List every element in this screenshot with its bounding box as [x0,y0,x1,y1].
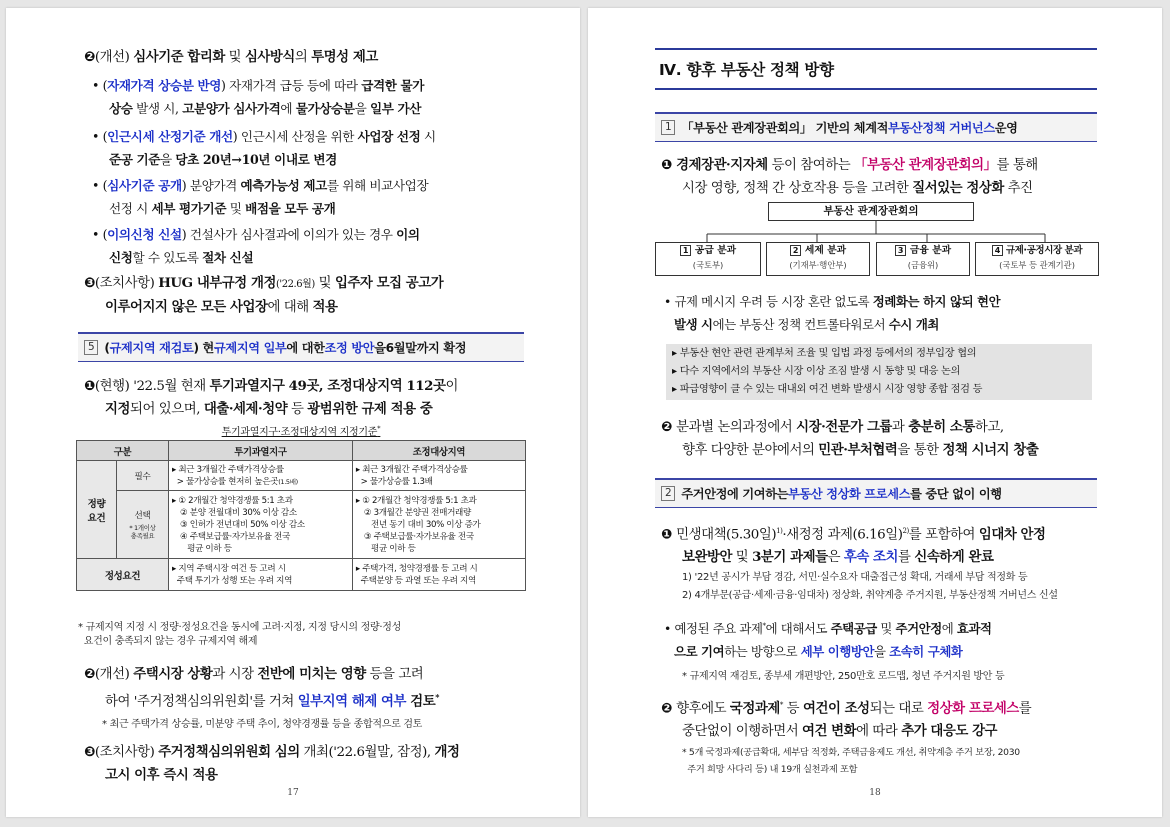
org-box-regulation: 4 규제·공정시장 분과 (국토부 등 관계기관) [975,242,1099,276]
table-cell: ▸ 최근 3개월간 주택가격상승률 > 물가상승률 현저히 높은곳(1.5배) [169,461,353,491]
table-cell: ▸ ① 2개월간 청약경쟁률 5:1 초과 ② 분양 전월대비 30% 이상 감소 ③ 인허가 전년대비 50% 이상 감소 ④ 주택보급률·자가보유율 전국 평균 이하 등 [169,491,353,559]
table-footnote: * 규제지역 지정 시 정량·정성요건을 동시에 고려·지정, 지정 당시의 정량·정성 요건이 충족되지 않는 경우 규제지역 해제 [78,622,401,647]
section-number-box: 1 [661,120,675,135]
chapter-title: Ⅳ. 향후 부동산 정책 방향 [655,48,1097,90]
section-1-header: 1 「부동산 관계장관회의」 기반의 체계적 부동산정책 거버넌스 운영 [655,112,1097,142]
org-box-tax: 2 세제 분과 (기재부·행안부) [766,242,870,276]
org-chart-top: 부동산 관계장관회의 [768,202,974,221]
table-qualitative-label: 정성요건 [77,559,169,591]
item-2-heading: ❷(개선) 심사기준 합리화 및 심사방식의 투명성 제고 [84,49,378,65]
table-header-speculative: 투기과열지구 [169,441,353,461]
section-1-bullet: • 규제 메시지 우려 등 시장 혼란 없도록 정례화는 하지 않되 현안 발생 시에는 부동산 정책 컨트롤타워로서 수시 개최 [664,294,1001,332]
section-2-bullet-footnote: * 규제지역 재검토, 종부세 개편방안, 250만호 로드맵, 청년 주거지원 방안 등 [682,671,1005,682]
table-cell: ▸ 지역 주택시장 여건 등 고려 시 주택 투기가 성행 또는 우려 지역 [169,559,353,591]
table-header-adjusted: 조정대상지역 [352,441,525,461]
section-2-item-2: ❷ 향후에도 국정과제* 등 여건이 조성되는 대로 정상화 프로세스를 중단없이 이행하면서 여건 변화에 따라 추가 대응도 강구 [661,700,1032,740]
section-number-box: 2 [661,486,675,501]
section-5-item-2: ❷(개선) 주택시장 상황과 시장 전반에 미치는 영향 등을 고려 하여 '주거정책심의위원회'를 거쳐 일부지역 해제 여부 검토* [84,666,439,710]
section-2-item-1: ❶ 민생대책(5.30일)$^{1)}$·새정정 과제(6.16일)$^{2)}$를 포함하여 임대차 안정 보완방안 및 3분기 과제들은 후속 조치를 신속하게 완료 [661,526,1046,566]
org-box-supply: 1 공급 분과 (국토부) [655,242,761,276]
table-cell: ▸ ① 2개월간 청약경쟁률 5:1 초과 ② 3개월간 분양권 전매거래량 전년 동기 대비 30% 이상 증가 ③ 주택보급률·자가보유율 전국 평균 이하 등 [352,491,525,559]
section-5-item-3: ❸(조치사항) 주거정책심의위원회 심의 개최('22.6월말, 잠정), 개정 고시 이후 즉시 적용 [84,744,460,783]
section-2-item-2-footnote: * 5개 국정과제(공급확대, 세부담 적정화, 주택금융제도 개선, 취약계층 주거 보장, 2030 주거 희망 사다리 등) 내 19개 실천과제 포함 [682,747,1020,775]
section-1-item-1: ❶ 경제장관·지자체 등이 참여하는 「부동산 관계장관회의」를 통해 시장 영향, 정책 간 상호작용 등을 고려한 질서있는 정상화 추진 [661,157,1038,196]
table-required-label: 필수 [117,461,169,491]
council-usage-list [666,344,1092,400]
page-17 [6,8,580,817]
bullet-objection: • (이의신청 신설) 건설사가 심사결과에 이의가 있는 경우 이의 신청할 수 있도록 절차 신설 [92,227,420,265]
table-cell: ▸ 주택가격, 청약경쟁률 등 고려 시 주택분양 등 과열 또는 우려 지역 [352,559,525,591]
section-2-item-1-footnotes: 1) '22년 공시가 부담 경감, 서민·실수요자 대출접근성 확대, 거래세 부담 적정화 등 2) 4개부문(공급·세제·금융·임대차) 정상화, 취약계층 주거지원, 부동산정책 거버넌스 신설 [682,572,1058,601]
bullet-criteria-disclosure: • (심사기준 공개) 분양가격 예측가능성 제고를 위해 비교사업장 선정 시 세부 평가기준 및 배점을 모두 공개 [92,178,429,216]
table-optional-label: 선택 * 1개이상 충족필요 [117,491,169,559]
page-18 [588,8,1162,817]
table-cell: ▸ 최근 3개월간 주택가격상승률 > 물가상승률 1.3배 [352,461,525,491]
section-5-header: 5 ( 규제지역 재검토 ) 현 규제지역 일부 에 대한 조정 방안 을 6월말까지 확정 [78,332,524,362]
list-item: ▸ 파급영향이 클 수 있는 대내외 여건 변화 발생시 시장 영향 종합 점검 등 [672,384,983,395]
bullet-material-cost: • (자재가격 상승분 반영) 자재가격 급등 등에 따라 급격한 물가 상승 발생 시, 고분양가 심사가격에 물가상승분을 일부 가산 [92,78,425,116]
section-number-box: 5 [84,340,98,355]
page-number: 18 [869,788,881,798]
section-5-item-1: ❶(현행) '22.5월 현재 투기과열지구 49곳, 조정대상지역 112곳이 지정되어 있으며, 대출·세제·청약 등 광범위한 규제 적용 중 [84,378,459,417]
org-box-finance: 3 금융 분과 (금융위) [876,242,970,276]
table-header-category: 구분 [77,441,169,461]
list-item: ▸ 부동산 현안 관련 관계부처 조율 및 입법 과정 등에서의 정부입장 협의 [672,348,977,359]
item-2-footnote: * 최근 주택가격 상승률, 미분양 주택 추이, 청약경쟁률 등을 종합적으로 검토 [102,719,423,730]
section-2-header: 2 주거안정에 기여하는 부동산 정상화 프로세스 를 중단 없이 이행 [655,478,1097,508]
item-3-hug: ❸(조치사항) HUG 내부규정 개정('22.6월) 및 입주자 모집 공고가 이루어지지 않은 모든 사업장에 대해 적용 [84,275,444,315]
list-item: ▸ 다수 지역에서의 부동산 시장 이상 조짐 발생 시 동향 및 대응 논의 [672,366,961,377]
section-2-bullet: • 예정된 주요 과제*에 대해서도 주택공급 및 주거안정에 효과적 으로 기여하는 방향으로 세부 이행방안을 조속히 구체화 [664,621,992,660]
designation-criteria-table [76,440,526,591]
section-1-item-2: ❷ 분과별 논의과정에서 시장·전문가 그룹과 충분히 소통하고, 향후 다양한 분야에서의 민관·부처협력을 통한 정책 시너지 창출 [661,419,1039,458]
table-caption: 투기과열지구·조정대상지역 지정기준* [221,424,381,438]
table-quant-label: 정량 요건 [77,461,117,559]
bullet-nearby-price: • (인근시세 산정기준 개선) 인근시세 산정을 위한 사업장 선정 시 준공 기준을 당초 20년→10년 이내로 변경 [92,129,436,167]
page-number: 17 [287,788,299,798]
